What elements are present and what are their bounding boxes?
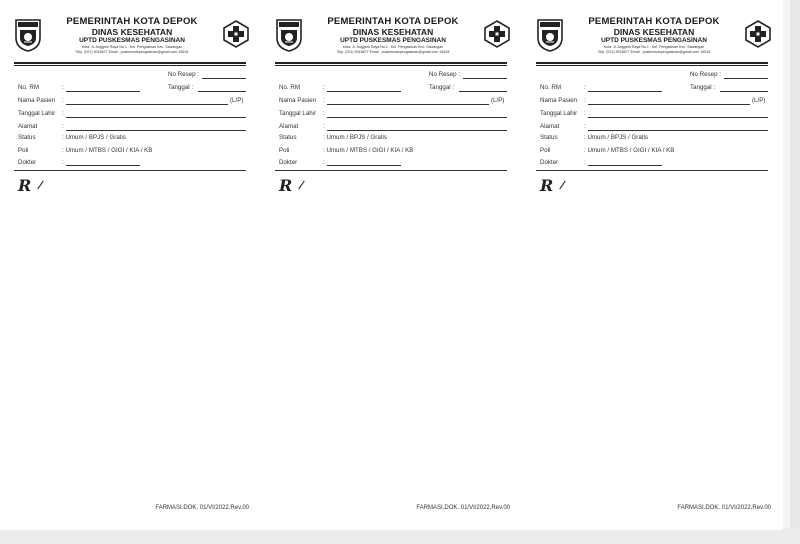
tanggal-lahir-field[interactable] [327, 117, 507, 118]
prescription-sheet-1 [0, 0, 261, 530]
status-label: Status [18, 134, 36, 141]
agency-name: DINAS KESEHATAN [91, 27, 173, 37]
tanggal-lahir-label: Tanggal Lahir [279, 110, 317, 117]
rx-symbol: R [18, 176, 32, 195]
alamat-colon: : [62, 123, 64, 130]
dokter-label: Dokter [540, 159, 559, 166]
nama-pasien-label: Nama Pasien [279, 97, 317, 104]
tanggal-field[interactable] [459, 91, 507, 92]
poli-options: : Umum / MTBS / GIGI / KIA / KB [323, 147, 414, 154]
form-divider [14, 170, 246, 171]
tanggal-label: Tanggal : [429, 84, 455, 91]
no-resep-field[interactable] [724, 78, 768, 79]
alamat-field[interactable] [327, 130, 507, 131]
dokter-colon: : [62, 159, 64, 166]
no-resep-field[interactable] [202, 78, 246, 79]
nama-pasien-colon: : [323, 97, 325, 104]
clinic-address: Kota: Jl. Anggrek Raya No.1 , Kel. Pengasinan Kec. Sawangan [603, 45, 705, 49]
status-options: : Umum / BPJS / Gratis [584, 134, 648, 141]
no-rm-colon: : [323, 84, 325, 91]
nama-pasien-field[interactable] [327, 104, 489, 105]
tanggal-lahir-colon: : [323, 110, 325, 117]
puskesmas-logo-icon [744, 20, 772, 48]
dokter-colon: : [323, 159, 325, 166]
letterhead [536, 16, 772, 64]
rx-symbol: R [279, 176, 293, 195]
poli-options: : Umum / MTBS / GIGI / KIA / KB [62, 147, 153, 154]
nama-pasien-label: Nama Pasien [18, 97, 56, 104]
poli-label: Poli [18, 147, 29, 154]
tanggal-lahir-field[interactable] [66, 117, 246, 118]
clinic-name: UPTD PUSKESMAS PENGASINAN [601, 37, 707, 44]
agency-name: DINAS KESEHATAN [613, 27, 695, 37]
nama-pasien-colon: : [62, 97, 64, 104]
government-name: PEMERINTAH KOTA DEPOK [327, 16, 459, 27]
form-divider [536, 170, 768, 171]
gender-label: (L/P) [491, 97, 505, 104]
gender-label: (L/P) [230, 97, 244, 104]
tanggal-lahir-colon: : [62, 110, 64, 117]
no-rm-label: No. RM [540, 84, 561, 91]
tanggal-lahir-colon: : [584, 110, 586, 117]
rx-slash-icon [37, 181, 44, 190]
dokter-field[interactable] [327, 165, 401, 166]
puskesmas-logo-icon [222, 20, 250, 48]
puskesmas-logo-icon [483, 20, 511, 48]
dokter-colon: : [584, 159, 586, 166]
clinic-address: Kota: Jl. Anggrek Raya No.1 , Kel. Pengasinan Kec. Sawangan [342, 45, 444, 49]
government-name: PEMERINTAH KOTA DEPOK [588, 16, 720, 27]
letterhead [275, 16, 511, 64]
header-rule-thin [275, 65, 507, 66]
gender-label: (L/P) [752, 97, 766, 104]
no-rm-label: No. RM [18, 84, 39, 91]
tanggal-field[interactable] [198, 91, 246, 92]
header-rule [14, 62, 246, 64]
no-rm-field[interactable] [588, 91, 662, 92]
clinic-contact: Telp. (021) 9018677 Email : puskesmaspengasinan@gmail.com 16518 [597, 50, 711, 54]
clinic-contact: Telp. (021) 9018677 Email : puskesmaspengasinan@gmail.com 16518 [75, 50, 189, 54]
no-resep-label: No Resep : [429, 71, 460, 78]
rx-slash-icon [298, 181, 305, 190]
form-divider [275, 170, 507, 171]
depok-crest-icon [536, 18, 564, 52]
tanggal-lahir-label: Tanggal Lahir [540, 110, 578, 117]
document-code: FARMASI.DOK. 01/VI/2022,Rev.00 [677, 505, 771, 511]
header-rule-thin [14, 65, 246, 66]
alamat-label: Alamat [18, 123, 38, 130]
rx-symbol: R [540, 176, 554, 195]
no-rm-field[interactable] [66, 91, 140, 92]
prescription-sheet-2 [261, 0, 522, 530]
alamat-colon: : [584, 123, 586, 130]
clinic-address: Kota: Jl. Anggrek Raya No.1 , Kel. Pengasinan Kec. Sawangan [81, 45, 183, 49]
depok-crest-icon [275, 18, 303, 52]
nama-pasien-colon: : [584, 97, 586, 104]
document-code: FARMASI.DOK. 01/VI/2022,Rev.00 [155, 505, 249, 511]
alamat-label: Alamat [279, 123, 299, 130]
clinic-name: UPTD PUSKESMAS PENGASINAN [79, 37, 185, 44]
depok-crest-icon [14, 18, 42, 52]
header-rule-thin [536, 65, 768, 66]
header-rule [275, 62, 507, 64]
tanggal-field[interactable] [720, 91, 768, 92]
prescription-sheet-3 [522, 0, 783, 530]
tanggal-label: Tanggal : [168, 84, 194, 91]
poli-label: Poli [540, 147, 551, 154]
agency-name: DINAS KESEHATAN [352, 27, 434, 37]
letterhead [14, 16, 250, 64]
nama-pasien-field[interactable] [588, 104, 750, 105]
alamat-label: Alamat [540, 123, 560, 130]
rx-slash-icon [559, 181, 566, 190]
no-rm-colon: : [584, 84, 586, 91]
poli-options: : Umum / MTBS / GIGI / KIA / KB [584, 147, 675, 154]
no-resep-label: No Resep : [690, 71, 721, 78]
clinic-name: UPTD PUSKESMAS PENGASINAN [340, 37, 446, 44]
document-code: FARMASI.DOK. 01/VI/2022,Rev.00 [416, 505, 510, 511]
no-resep-label: No Resep : [168, 71, 199, 78]
no-resep-field[interactable] [463, 78, 507, 79]
page-bottom-shadow [0, 528, 800, 544]
status-options: : Umum / BPJS / Gratis [62, 134, 126, 141]
nama-pasien-label: Nama Pasien [540, 97, 578, 104]
tanggal-lahir-label: Tanggal Lahir [18, 110, 56, 117]
alamat-colon: : [323, 123, 325, 130]
no-rm-field[interactable] [327, 91, 401, 92]
dokter-label: Dokter [279, 159, 298, 166]
tanggal-lahir-field[interactable] [588, 117, 768, 118]
dokter-field[interactable] [588, 165, 662, 166]
alamat-field[interactable] [588, 130, 768, 131]
alamat-field[interactable] [66, 130, 246, 131]
page-edge-shadow [790, 0, 800, 544]
nama-pasien-field[interactable] [66, 104, 228, 105]
status-label: Status [279, 134, 297, 141]
dokter-label: Dokter [18, 159, 37, 166]
no-rm-label: No. RM [279, 84, 300, 91]
government-name: PEMERINTAH KOTA DEPOK [66, 16, 198, 27]
poli-label: Poli [279, 147, 290, 154]
clinic-contact: Telp. (021) 9018677 Email : puskesmaspengasinan@gmail.com 16518 [336, 50, 450, 54]
status-label: Status [540, 134, 558, 141]
status-options: : Umum / BPJS / Gratis [323, 134, 387, 141]
no-rm-colon: : [62, 84, 64, 91]
tanggal-label: Tanggal : [690, 84, 716, 91]
header-rule [536, 62, 768, 64]
dokter-field[interactable] [66, 165, 140, 166]
